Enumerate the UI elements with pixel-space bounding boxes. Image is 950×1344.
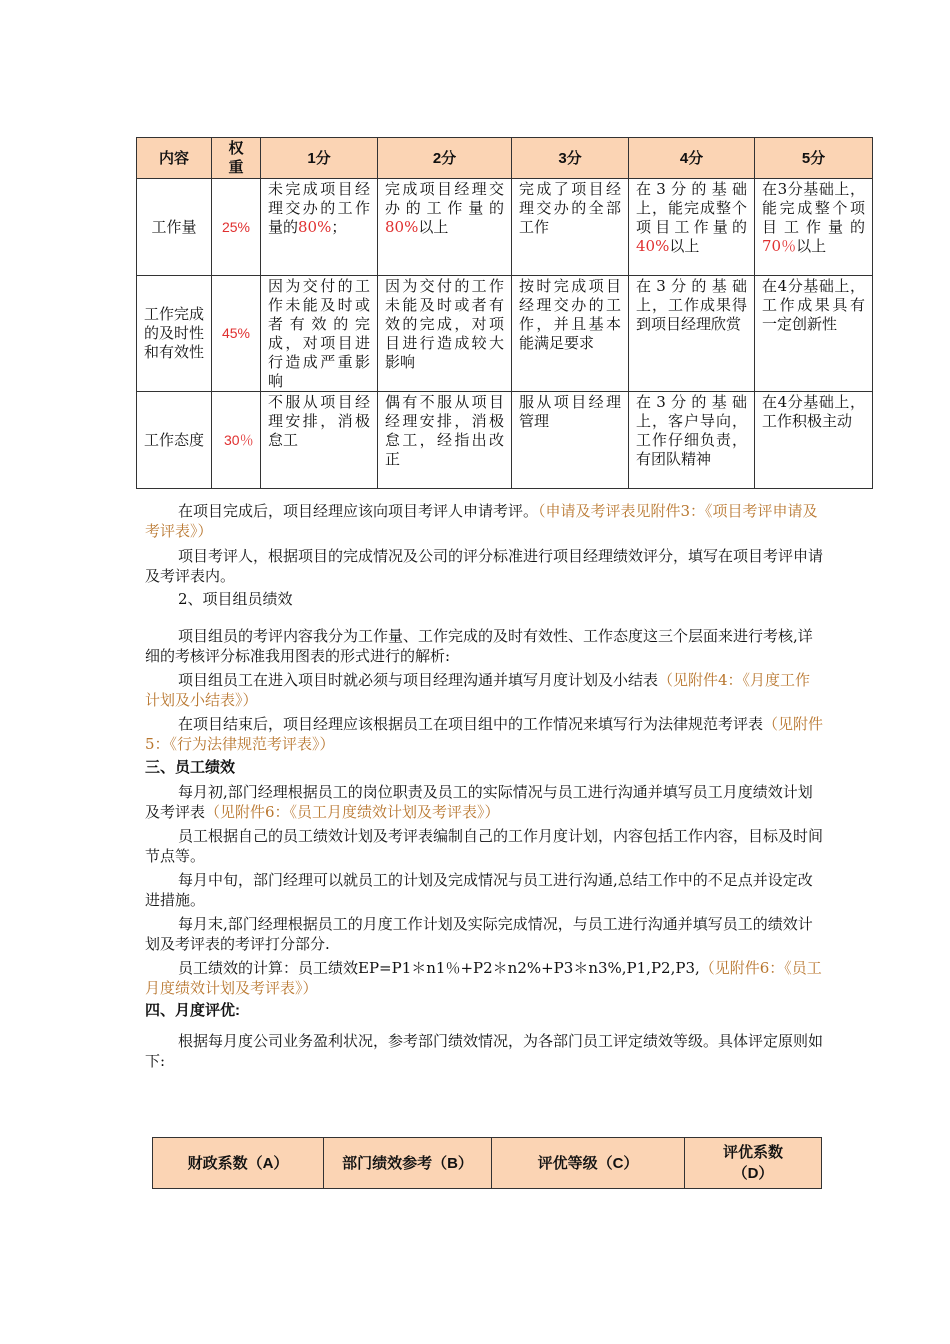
- paragraph: 项目考评人，根据项目的完成情况及公司的评分标准进行项目经理绩效评分，填写在项目考评申请及考评表内。: [145, 547, 824, 585]
- header-rating-coefficient: 评优系数（D）: [685, 1138, 822, 1189]
- score-cell: 在3分的基础上，工作成果得到项目经理欣赏: [629, 276, 755, 392]
- section-heading: 2、项目组员绩效: [178, 590, 293, 608]
- row-name: 工作态度: [137, 392, 212, 489]
- paragraph: 每月末,部门经理根据员工的月度工作计划及实际完成情况，与员工进行沟通并填写员工的绩效计划及考评表的考评打分部分.: [145, 915, 813, 953]
- score-cell: 在4分基础上，工作积极主动: [755, 392, 873, 489]
- row-weight: 30％: [212, 392, 261, 489]
- header-finance-coefficient: 财政系数（A）: [153, 1138, 324, 1189]
- score-cell: 在3分的基础上，能完成整个项目工作量的40%以上: [629, 179, 755, 276]
- row-name: 工作量: [137, 179, 212, 276]
- score-cell: 在3分的基础上，客户导向，工作仔细负责，有团队精神: [629, 392, 755, 489]
- score-cell: 偶有不服从项目经理安排，消极怠工，经指出改正: [378, 392, 512, 489]
- score-cell: 按时完成项目经理交办的工作，并且基本能满足要求: [512, 276, 629, 392]
- header-score-5: 5分: [755, 138, 873, 179]
- section-heading: 三、员工绩效: [145, 759, 236, 776]
- header-rating-level: 评优等级（C）: [492, 1138, 685, 1189]
- table-row: [137, 276, 873, 392]
- score-cell: 不服从项目经理安排，消极怠工: [261, 392, 378, 489]
- score-cell: 完成项目经理交办的工作量的80%以上: [378, 179, 512, 276]
- header-dept-performance: 部门绩效参考（B）: [324, 1138, 492, 1189]
- score-cell: 未完成项目经理交办的工作量的80%；: [261, 179, 378, 276]
- score-cell: 完成了项目经理交办的全部工作: [512, 179, 629, 276]
- header-weight: 权重: [212, 138, 261, 179]
- header-score-1: 1分: [261, 138, 378, 179]
- paragraph: 项目组员的考评内容我分为工作量、工作完成的及时有效性、工作态度这三个层面来进行考核,详细的考核评分标准我用图表的形式进行的解析:: [145, 627, 813, 665]
- score-cell: 服从项目经理管理: [512, 392, 629, 489]
- body-text: [145, 501, 825, 1071]
- score-cell: 因为交付的工作未能及时或者有效的完成，对项目进行造成较大影响: [378, 276, 512, 392]
- paragraph: 员工绩效的计算：员工绩效EP=P1＊n1％+P2＊n2%+P3＊n3%,P1,P2,P3,（见附件6：《员工月度绩效计划及考评表》）: [145, 959, 822, 997]
- section-heading: 四、月度评优:: [145, 1002, 240, 1019]
- row-weight: 25%: [212, 179, 261, 276]
- paragraph: 每月初,部门经理根据员工的岗位职责及员工的实际情况与员工进行沟通并填写员工月度绩效计划及考评表（见附件6：《员工月度绩效计划及考评表》）: [145, 783, 813, 821]
- paragraph: 每月中旬，部门经理可以就员工的计划及完成情况与员工进行沟通,总结工作中的不足点并设定改进措施。: [145, 871, 813, 909]
- paragraph: 在项目结束后，项目经理应该根据员工在项目组中的工作情况来填写行为法律规范考评表（见附件5：《行为法律规范考评表》）: [145, 715, 824, 753]
- scoring-table: [136, 137, 873, 489]
- table-header-row: [137, 138, 873, 179]
- header-score-4: 4分: [629, 138, 755, 179]
- row-weight: 45%: [212, 276, 261, 392]
- paragraph: 员工根据自己的员工绩效计划及考评表编制自己的工作月度计划，内容包括工作内容，目标及时间节点等。: [145, 827, 824, 865]
- header-score-3: 3分: [512, 138, 629, 179]
- row-name: 工作完成的及时性和有效性: [137, 276, 212, 392]
- score-cell: 因为交付的工作未能及时或者有效的完成，对项目进行造成严重影响: [261, 276, 378, 392]
- table-row: [137, 179, 873, 276]
- score-cell: 在4分基础上，工作成果具有一定创新性: [755, 276, 873, 392]
- paragraph: 根据每月度公司业务盈利状况，参考部门绩效情况，为各部门员工评定绩效等级。具体评定原则如下:: [145, 1032, 824, 1070]
- paragraph: 在项目完成后，项目经理应该向项目考评人申请考评。（申请及考评表见附件3：《项目考评申请及考评表》）: [145, 502, 818, 540]
- score-cell: 在3分基础上，能完成整个项目工作量的70％以上: [755, 179, 873, 276]
- header-score-2: 2分: [378, 138, 512, 179]
- paragraph: 项目组员工在进入项目时就必须与项目经理沟通并填写月度计划及小结表（见附件4：《月度工作计划及小结表》）: [145, 671, 811, 709]
- header-content: 内容: [137, 138, 212, 179]
- rating-table: [152, 1137, 822, 1189]
- table-header-row: [153, 1138, 822, 1189]
- table-row: [137, 392, 873, 489]
